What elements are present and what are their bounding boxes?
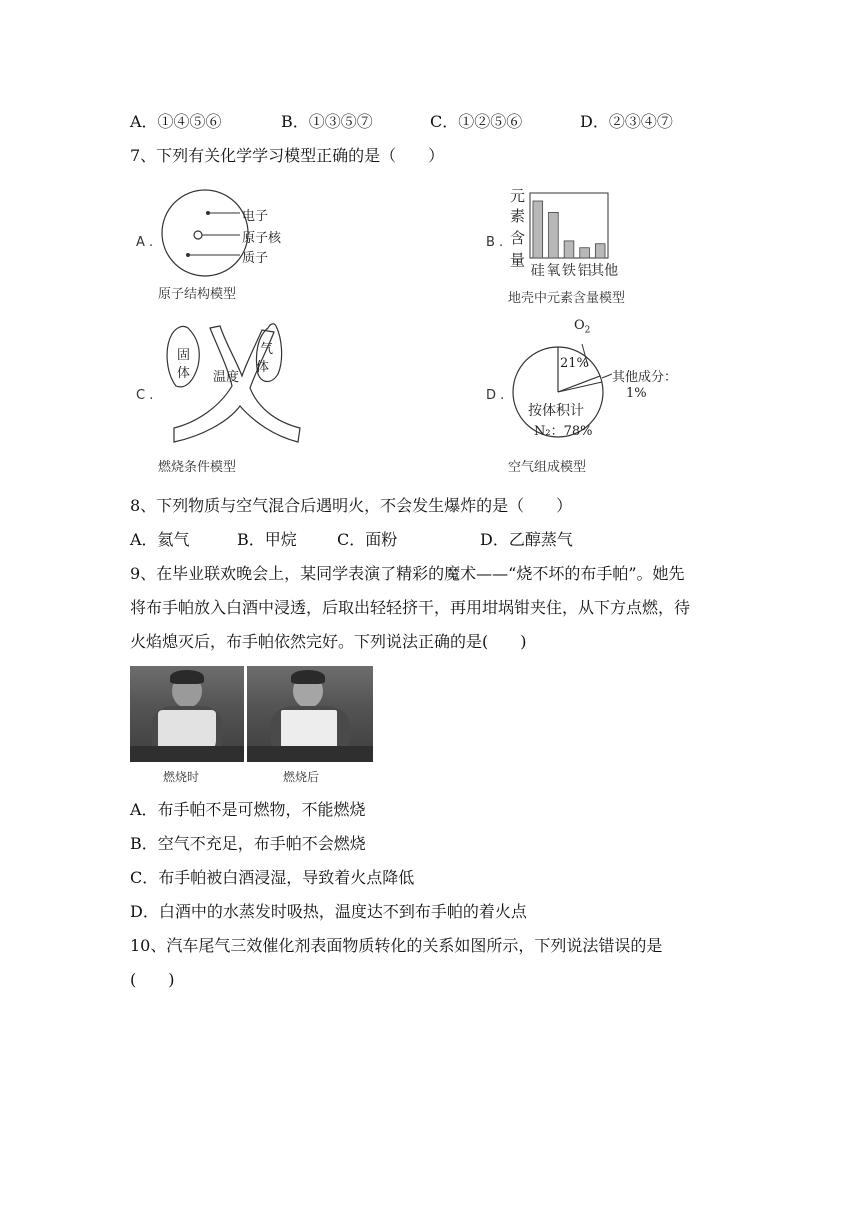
person-hair [170,670,204,684]
bar-4 [595,244,605,258]
q7-d-letter: D . [486,388,505,403]
photo-burning [130,666,244,762]
q8-stem: 8、下列物质与空气混合后遇明火，不会发生爆炸的是（ ） [130,496,573,515]
bar-category-label: 氧 [546,263,561,279]
q10-stem-line-2: ( ) [130,970,175,989]
person-hair [291,670,325,684]
photo-after-burning [247,666,373,762]
element-content-bar-chart [526,185,696,285]
q7-diagram-c [130,318,430,478]
q7-c-letter: C . [136,388,154,403]
q9-stem-line-1: 9、在毕业联欢晚会上，某同学表演了精彩的魔术——“烧不坏的布手帕”。她先 [130,564,685,583]
label-gas-2: 体 [256,360,270,375]
q8-option-b: B．甲烷 [237,530,297,549]
q8-option-d: D．乙醇蒸气 [480,530,573,549]
ylabel-char-2: 素 [510,207,526,225]
q9-stem-line-3: 火焰熄灭后，布手帕依然完好。下列说法正确的是( ) [130,632,527,651]
label-21-percent: 21% [560,356,589,371]
bar-2 [564,241,574,258]
label-o2: $O_2$ [574,318,591,336]
q8-option-c: C．面粉 [337,530,398,549]
q7-diagram-a [130,185,430,305]
floor-strip [130,746,244,762]
other-leader [602,374,612,378]
q10-stem-line-1: 10、汽车尾气三效催化剂表面物质转化的关系如图所示，下列说法错误的是 [130,936,663,955]
label-1-percent: 1% [626,386,647,401]
q9-option-a: A．布手帕不是可燃物，不能燃烧 [130,800,366,819]
bar-0 [533,201,543,258]
q7-diagram-d [486,318,706,478]
label-n2-78-percent: N₂：78% [534,424,593,439]
label-proton: 质子 [242,251,269,266]
q6-option-a: A．①④⑤⑥ [130,112,222,131]
bar-category-label: 其他 [590,263,619,279]
q6-option-c: C．①②⑤⑥ [430,112,523,131]
bar-category-label: 铝 [577,263,592,279]
q7-d-caption: 空气组成模型 [508,460,587,475]
label-temperature: 温度 [213,370,240,385]
label-electron: 电子 [242,209,269,224]
q7-diagram-b [486,185,686,305]
q6-option-d: D．②③④⑦ [580,112,673,131]
label-solid-1: 固 [177,348,191,363]
ylabel-char-1: 元 [510,187,526,205]
label-gas-1: 气 [260,342,274,357]
q9-option-c: C．布手帕被白酒浸湿，导致着火点降低 [130,868,415,887]
bar-1 [549,212,559,258]
ylabel-char-3: 含 [510,229,526,247]
q9-option-d: D．白酒中的水蒸发时吸热，温度达不到布手帕的着火点 [130,902,527,921]
q7-b-caption: 地壳中元素含量模型 [508,291,626,306]
atom-outer-circle [162,190,248,276]
label-nucleus: 原子核 [242,231,282,246]
q9-stem-line-2: 将布手帕放入白酒中浸透，后取出轻轻挤干，再用坩埚钳夹住，从下方点燃，待 [130,598,691,617]
bar-category-label: 硅 [530,263,545,279]
q6-option-b: B．①③⑤⑦ [281,112,373,131]
floor-strip [247,746,373,762]
bar-3 [580,248,590,258]
label-other-components: 其他成分： [612,370,678,385]
bar-category-label: 铁 [562,263,576,279]
label-by-volume: 按体积计 [528,403,584,419]
q9-option-b: B．空气不充足，布手帕不会燃烧 [130,834,366,853]
q7-stem: 7、下列有关化学学习模型正确的是（ ） [130,146,445,165]
caption-after-burning: 燃烧后 [283,770,320,784]
q8-option-a: A．氦气 [130,530,190,549]
q7-c-caption: 燃烧条件模型 [158,460,237,475]
q7-a-caption: 原子结构模型 [158,287,237,302]
label-solid-2: 体 [177,366,191,381]
nucleus-circle [194,231,202,239]
q7-a-letter: A . [136,235,154,250]
ylabel-char-4: 量 [510,251,526,269]
q7-b-letter: B . [486,235,504,250]
o2-subscript: 2 [584,325,591,336]
caption-burning: 燃烧时 [163,770,200,784]
